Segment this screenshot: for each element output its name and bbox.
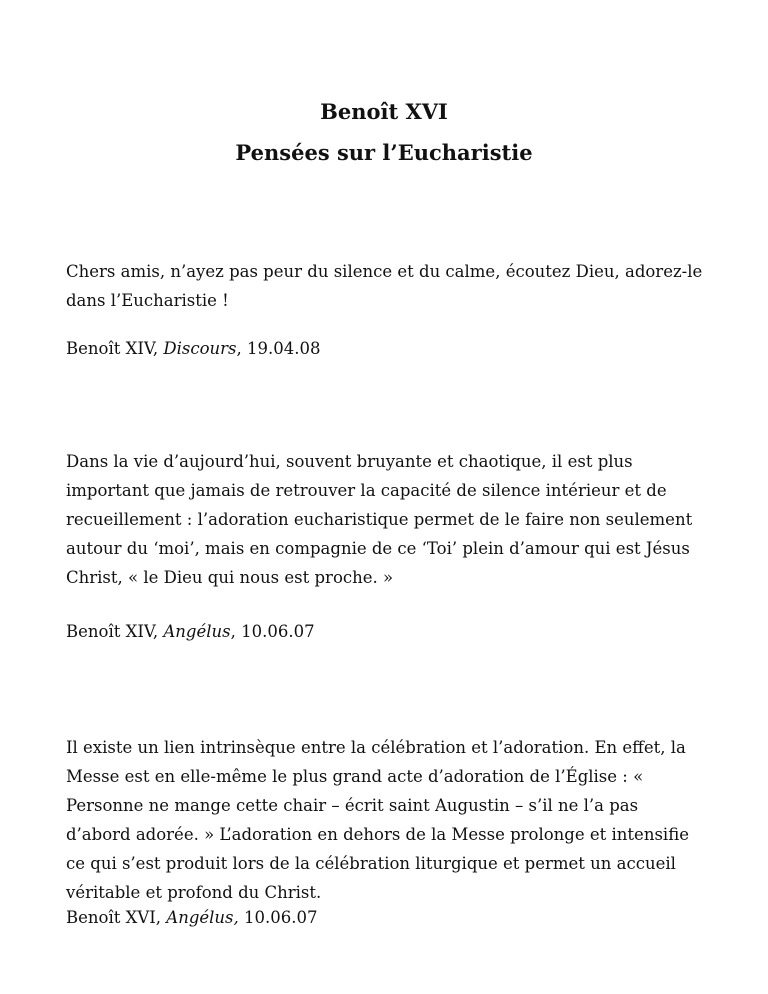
- citation-author: Benoît XVI,: [66, 908, 167, 927]
- citation-author: Benoît XIV,: [66, 339, 164, 358]
- quote-paragraph-2: Dans la vie d’aujourd’hui, souvent bruyante et chaotique, il est plus important que jamais de retrouver la capacité de silence intérieur et de recueillement : l’adoration eucharistique permet de le faire non seulement autour du ‘moi’, mais en compagnie de ce ‘Toi’ plein d’amour qui est Jésus Christ, « le Dieu qui nous est proche. »: [66, 452, 693, 587]
- citation-date: , 19.04.08: [236, 339, 321, 358]
- quote-citation-3: [66, 903, 706, 932]
- citation-work: Discours: [163, 339, 237, 358]
- citation-date: , 10.06.07: [230, 622, 315, 641]
- quote-citation-1: [66, 334, 706, 363]
- citation-author: Benoît XIV,: [66, 622, 164, 641]
- quote-paragraph-3: Il existe un lien intrinsèque entre la célébration et l’adoration. En effet, la Messe est en elle-même le plus grand acte d’adoration de l’Église : « Personne ne mange cette chair – écrit saint Augustin – s’il ne l’a pas d’abord adorée. » L’adoration en dehors de la Messe prolonge et intensifie ce qui s’est produit lors de la célébration liturgique et permet un accueil véritable et profond du Christ.: [66, 738, 689, 902]
- citation-work: Angélus,: [166, 908, 239, 927]
- quote-citation-2: [66, 617, 706, 646]
- citation-date: 10.06.07: [238, 908, 318, 927]
- document-title-author: Benoît XVI: [320, 99, 448, 124]
- quote-paragraph-1: Chers amis, n’ayez pas peur du silence et du calme, écoutez Dieu, adorez-le dans l’Eucharistie !: [66, 262, 703, 310]
- document-title: Pensées sur l’Eucharistie: [235, 140, 533, 165]
- citation-work: Angélus: [163, 622, 231, 641]
